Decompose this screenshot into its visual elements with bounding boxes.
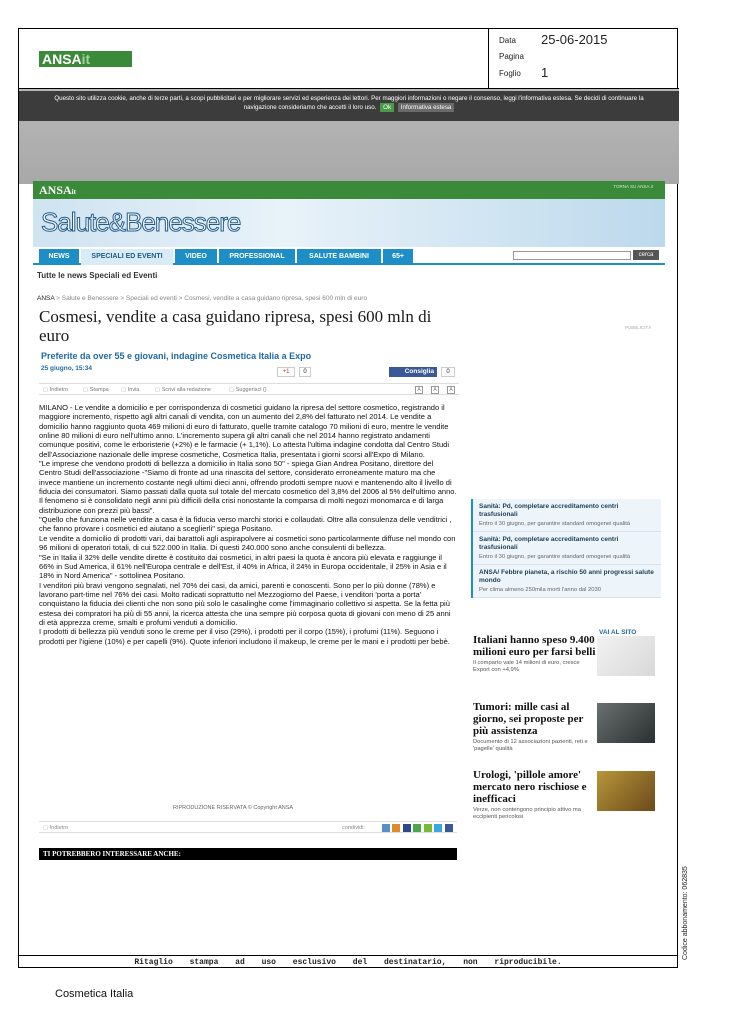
header-logo-area [19, 29, 489, 89]
article-paragraph: I prodotti di bellezza più venduti sono le creme per il viso (29%), i prodotti per il corpo (15%), i profumi (11%). Seguono i prodotti per l'igiene (10%) e per capelli (9%). Quote inferiori includono il makeup, le creme per le mani e i prodotti per bebè. [39, 627, 450, 646]
search-button[interactable]: cerca [633, 250, 659, 260]
sidebar-news-item[interactable] [473, 532, 661, 565]
card-image[interactable] [597, 636, 655, 676]
article-paragraph: Le vendite a domicilio di prodotti vari, dai barattoli agli aspirapolvere ai cosmetici sono particolarmente diffuse nel mondo con 96 milioni di operatori totali, di cui 522.000 in Italia. Di questi 240.000 sono anche consulenti di bellezza. [39, 533, 456, 553]
gplus-button[interactable]: +1 [277, 367, 295, 377]
nav-news[interactable]: NEWS [39, 249, 79, 265]
card-image[interactable] [597, 771, 655, 811]
share-stumble-icon[interactable] [413, 824, 421, 832]
breadcrumb [37, 295, 467, 302]
copyright-note: RIPRODUZIONE RISERVATA © Copyright ANSA [173, 805, 294, 811]
card-title[interactable]: Italiani hanno speso 9.400 milioni euro per farsi belli [473, 634, 596, 658]
card-image[interactable] [597, 703, 655, 743]
news-desc: Entro il 30 giugno, per garantire standard omogenei qualità [479, 521, 631, 527]
share-icons [381, 824, 453, 834]
card-title[interactable]: Tumori: mille casi al giorno, sei proposte per più assistenza [473, 701, 584, 737]
share-myspace-icon[interactable] [403, 824, 411, 832]
main-nav [33, 247, 665, 265]
tool-print[interactable]: ▢ Stampa [83, 387, 109, 393]
share-friendfeed-icon[interactable] [424, 824, 432, 832]
article-paragraph: "Le imprese che vendono prodotti di bellezza a domicilio in Italia sono 50" - spiega Gian Andrea Positano, direttore del Centro Studi dell'associazione -"Siamo di fronte ad una rinascita del settore, considerato erroneamente maturo ma che invece mantiene un incremento costante negli ultimi dieci anni, offrendo prodotti sempre nuovi e mantenendo alto il livello di fiducia dei consumatori. Siamo passati dalla quota sul totale del mercato cosmetico del 3,8% del 2006 al 5% dell'ultimo anno. Il fenomeno si è consolidato negli anni più difficili della crisi nonostante la comparsa di molti negozi monomarca e di larga distribuzione con prezzi più bassi". [39, 459, 457, 515]
article-paragraph: I venditori più bravi vengono segnalati, nel 70% dei casi, da amici, parenti e conoscenti. Sono per lo più donne (78%) e lavorano part-time nel 76% dei casi. Molto radicati soprattutto nel Mezzogiorno del Paese, i venditori 'porta a porta' conquistano la fiducia dei clienti che non sono più solo le casalinghe come l'immaginario collettivo si aspetta. Se la fetta più estesa dei compratori ha più di 55 anni, la ricerca attesta che una sempre più corposa quota di giovani con meno di 25 anni di età apprezza creme, smalti e profumi venduti a domicilio. [39, 580, 451, 627]
site-topbar [33, 181, 665, 199]
tool-send[interactable]: ▢ Invia [121, 387, 139, 393]
back-link[interactable]: ▢ Indietro [43, 825, 68, 831]
article-subhead: Preferite da over 55 e giovani, indagine Cosmetica Italia a Expo [41, 351, 312, 361]
nav-professional[interactable]: PROFESSIONAL [219, 249, 295, 265]
card-desc: Documento di 12 associazioni pazienti, reti e 'pagelle' qualità [473, 739, 588, 752]
news-desc: Entro il 30 giugno, per garantire standard omogenei qualità [479, 554, 631, 560]
share-digg-icon[interactable] [392, 824, 400, 832]
font-increase-icon[interactable]: A [415, 386, 423, 394]
related-heading: TI POTREBBERO INTERESSARE ANCHE: [39, 848, 457, 860]
facebook-count: 0 [441, 367, 455, 377]
sidebar-news-item[interactable] [473, 499, 661, 532]
sidebar-news-box [471, 499, 661, 598]
card-title[interactable]: Urologi, 'pillole amore' mercato nero rischiose e inefficaci [473, 769, 587, 805]
search-input[interactable] [513, 251, 631, 260]
subscription-code: Codice abbonamento: 062835 [682, 866, 689, 960]
article-headline: Cosmesi, vendite a casa guidano ripresa, spesi 600 mln di euro [39, 307, 432, 345]
section-title: Salute&Benessere [41, 207, 241, 237]
back-to-ansa-link[interactable]: TORNA SU ANSA.it [613, 184, 653, 189]
tool-suggest[interactable]: ▢ Suggerisci () [229, 387, 267, 393]
card-desc: Il comparto vale 14 milioni di euro, cresce Export con +4,9% [473, 660, 580, 673]
cookie-banner [19, 91, 679, 121]
section-banner [33, 199, 665, 247]
nav-speciali[interactable]: SPECIALI ED EVENTI [81, 249, 173, 265]
article-paragraph: "Quello che funziona nelle vendite a casa è la fiducia verso marchi storici e collaudati. Oltre alla consulenza delle venditrici , che fanno provare i cosmetici ed aiutano a sceglierli" spiega Positano. [39, 515, 452, 534]
sidebar-card[interactable] [473, 701, 659, 753]
card-desc: Verze, non contengono principio attivo ma eccipienti pericolosi [473, 807, 581, 820]
data-label: Data [499, 36, 516, 45]
sidebar-news-item[interactable] [473, 565, 661, 598]
clipping-disclaimer: Ritaglio stampa ad uso esclusivo del destinatario, non riproducibile. [18, 955, 678, 968]
sidebar-card[interactable] [473, 769, 659, 821]
share-facebook-icon[interactable] [445, 824, 453, 832]
article-paragraph: "Se in Italia il 32% delle vendite dirette è costituito dai cosmetici, in altri paesi la quota è ancora più elevata e raggiunge il 66% in Sud America, il 61% nell'Europa centrale e dell'Est, il 40% in Africa, il 24% in Europa occidentale, il 25% in Asia e il 18% in Nord America" - sottolinea Positano. [39, 552, 447, 581]
header-meta [489, 29, 679, 89]
cookie-ok-button[interactable]: Ok [380, 103, 394, 112]
professional-link[interactable]: VAI AL SITO [599, 629, 637, 636]
subnav-all-news[interactable]: Tutte le news Speciali ed Eventi [37, 271, 158, 280]
article-tools [39, 383, 459, 395]
font-reset-icon[interactable]: A [447, 386, 455, 394]
ansa-logo: ANSAit [39, 51, 132, 67]
clipping-frame [18, 28, 678, 968]
font-decrease-icon[interactable]: A [431, 386, 439, 394]
facebook-like-button[interactable]: Consiglia [389, 367, 437, 377]
data-value: 25-06-2015 [541, 32, 608, 47]
share-delicious-icon[interactable] [382, 824, 390, 832]
cookie-text: Questo sito utilizza cookie, anche di terze parti, a scopi pubblicitari e per migliorare servizi ed esperienza dei lettori. Per maggiori informazioni o negare il consenso, leggi l'informativa estesa. Se decidi di continuare la navigazione consideriamo che accetti il loro uso. [54, 95, 644, 111]
pagina-label: Pagina [499, 52, 524, 61]
article-body [39, 403, 457, 646]
gplus-count: 0 [299, 367, 311, 377]
share-twitter-icon[interactable] [434, 824, 442, 832]
source-label: Cosmetica Italia [55, 988, 134, 1000]
foglio-value: 1 [541, 65, 549, 80]
news-desc: Per clima almeno 250mila morti l'anno dal 2030 [479, 587, 601, 593]
article-paragraph: MILANO - Le vendite a domicilio e per corrispondenza di cosmetici guidano la ripresa del settore cosmetico, registrando il maggiore incremento, rispetto agli altri canali di vendita, con un aumento del 2,8% del fatturato nel 2014. Le vendite a domicilio hanno raggiunto quota 469 milioni di euro di fatturato, quelle tramite catalogo 70 milioni di euro, mentre le vendite online 80 milioni di euro nell'ultimo anno. L'incremento supera gli altri canali che nel 2014 hanno registrato andamenti comunque positivi, come le erboristerie (+2%) e le farmacie (+ 1,1%). Lo attesta l'ultima indagine condotta dal Centro Studi dell'Associazione nazionale delle imprese cosmetiche, Cosmetica Italia, presentata i giorni scorsi all'Expo di Milano. [39, 403, 450, 459]
tool-back[interactable]: ▢ Indietro [43, 387, 68, 393]
cookie-info-button[interactable]: Informativa estesa [398, 103, 455, 112]
foglio-label: Foglio [499, 69, 521, 78]
news-title[interactable]: ANSA/ Febbre pianeta, a rischio 50 anni progressi salute mondo [479, 569, 654, 584]
nav-video[interactable]: VIDEO [175, 249, 217, 265]
article-bottom-bar [39, 821, 457, 833]
breadcrumb-path[interactable]: > Salute e Benessere > Speciali ed eventi > Cosmesi, vendite a casa guidano ripresa, spesi 600 mln di euro [54, 295, 368, 302]
news-title[interactable]: Sanità: Pd, completare accreditamento centri trasfusionali [479, 536, 619, 551]
site-logo[interactable]: ANSAit [39, 183, 76, 197]
share-label: condividi: [342, 825, 365, 831]
sidebar-card[interactable] [473, 634, 659, 674]
news-title[interactable]: Sanità: Pd, completare accreditamento centri trasfusionali [479, 503, 619, 518]
advertising-label: PUBBLICITÀ [625, 325, 652, 330]
breadcrumb-home[interactable]: ANSA [37, 295, 55, 302]
nav-salute-bambini[interactable]: SALUTE BAMBINI [297, 249, 381, 265]
article-date: 25 giugno, 15:34 [41, 365, 92, 372]
tool-write[interactable]: ▢ Scrivi alla redazione [155, 387, 211, 393]
nav-65plus[interactable]: 65+ [383, 249, 413, 265]
